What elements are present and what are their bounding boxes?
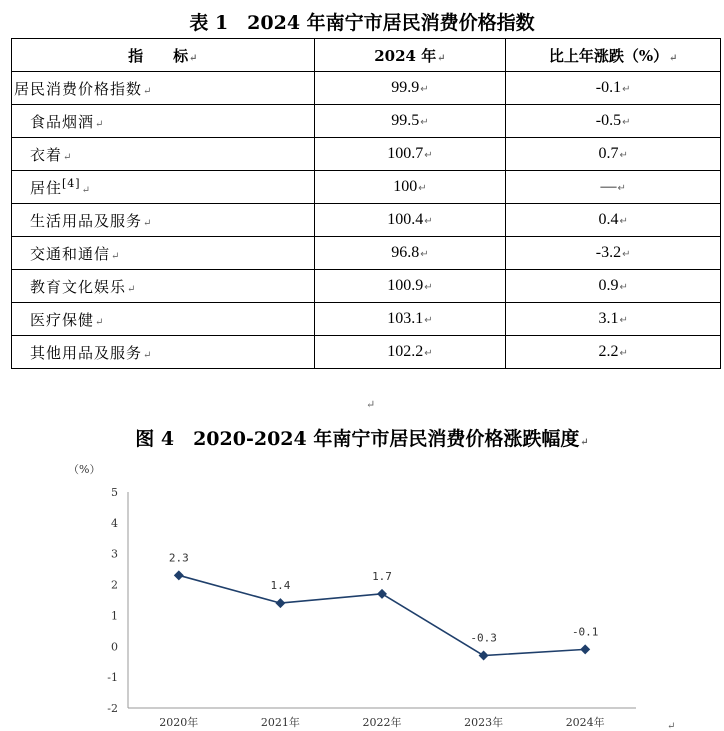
table-header-row bbox=[12, 39, 721, 72]
row-name: 居住[4]↵ bbox=[12, 171, 315, 204]
y-tick-label: 2 bbox=[111, 578, 118, 592]
table-row bbox=[12, 138, 721, 171]
data-label: -0.1 bbox=[571, 625, 599, 639]
row-change: 2.2↵ bbox=[506, 336, 721, 369]
line-chart bbox=[0, 450, 724, 731]
y-axis-label: （%） bbox=[68, 463, 101, 476]
row-change: —↵ bbox=[506, 171, 721, 204]
y-tick-label: 0 bbox=[111, 640, 118, 654]
data-label: 2.3 bbox=[168, 551, 189, 565]
paragraph-mark-icon: ↵ bbox=[667, 721, 676, 731]
row-value: 99.5↵ bbox=[314, 105, 506, 138]
data-point-marker bbox=[479, 651, 489, 661]
y-tick-label: -1 bbox=[107, 671, 118, 685]
row-name: 其他用品及服务↵ bbox=[12, 336, 315, 369]
table-row bbox=[12, 105, 721, 138]
row-name: 食品烟酒↵ bbox=[12, 105, 315, 138]
x-tick-label: 2024年 bbox=[565, 716, 605, 729]
x-tick-label: 2021年 bbox=[260, 716, 300, 729]
row-change: -0.5↵ bbox=[506, 105, 721, 138]
row-name: 衣着↵ bbox=[12, 138, 315, 171]
footnote-ref: [4] bbox=[62, 176, 81, 190]
data-label: -0.3 bbox=[470, 631, 497, 645]
row-name: 居民消费价格指数↵ bbox=[12, 72, 315, 105]
table-row bbox=[12, 303, 721, 336]
row-change: 0.4↵ bbox=[506, 204, 721, 237]
table-title: 表 1 2024 年南宁市居民消费价格指数 bbox=[189, 12, 535, 34]
row-value: 96.8↵ bbox=[314, 237, 506, 270]
row-name: 医疗保健↵ bbox=[12, 303, 315, 336]
row-value: 100.7↵ bbox=[314, 138, 506, 171]
y-tick-label: 3 bbox=[111, 547, 118, 561]
row-value: 103.1↵ bbox=[314, 303, 506, 336]
table-row bbox=[12, 237, 721, 270]
y-tick-label: 1 bbox=[111, 609, 118, 623]
row-value: 99.9↵ bbox=[314, 72, 506, 105]
data-label: 1.7 bbox=[372, 569, 392, 583]
x-tick-label: 2020年 bbox=[159, 716, 199, 729]
y-tick-label: 4 bbox=[111, 516, 118, 530]
table-row bbox=[12, 72, 721, 105]
row-change: 0.9↵ bbox=[506, 270, 721, 303]
y-tick-label: -2 bbox=[107, 702, 118, 715]
header-2024: 2024 年↵ bbox=[314, 39, 506, 72]
row-change: 3.1↵ bbox=[506, 303, 721, 336]
row-value: 102.2↵ bbox=[314, 336, 506, 369]
table-row bbox=[12, 270, 721, 303]
x-tick-label: 2022年 bbox=[362, 716, 402, 729]
row-value: 100.9↵ bbox=[314, 270, 506, 303]
row-name: 交通和通信↵ bbox=[12, 237, 315, 270]
row-name: 生活用品及服务↵ bbox=[12, 204, 315, 237]
x-tick-label: 2023年 bbox=[464, 716, 504, 729]
row-value: 100.4↵ bbox=[314, 204, 506, 237]
table-row bbox=[12, 336, 721, 369]
table-row bbox=[12, 204, 721, 237]
data-point-marker bbox=[377, 589, 387, 599]
header-change: 比上年涨跌（%）↵ bbox=[506, 39, 721, 72]
data-point-marker bbox=[580, 644, 590, 654]
data-point-marker bbox=[174, 570, 184, 580]
row-change: -3.2↵ bbox=[506, 237, 721, 270]
table-row bbox=[12, 171, 721, 204]
y-tick-label: 5 bbox=[111, 486, 118, 499]
row-change: 0.7↵ bbox=[506, 138, 721, 171]
row-name: 教育文化娱乐↵ bbox=[12, 270, 315, 303]
data-point-marker bbox=[275, 598, 285, 608]
chart-title: 图 4 2020-2024 年南宁市居民消费价格涨跌幅度↵ bbox=[135, 428, 589, 450]
series-line bbox=[179, 575, 585, 655]
row-value: 100↵ bbox=[314, 171, 506, 204]
header-indicator: 指 标↵ bbox=[12, 39, 315, 72]
paragraph-mark-icon: ↵ bbox=[366, 398, 376, 411]
data-label: 1.4 bbox=[270, 579, 291, 593]
row-change: -0.1↵ bbox=[506, 72, 721, 105]
cpi-table bbox=[11, 38, 721, 369]
